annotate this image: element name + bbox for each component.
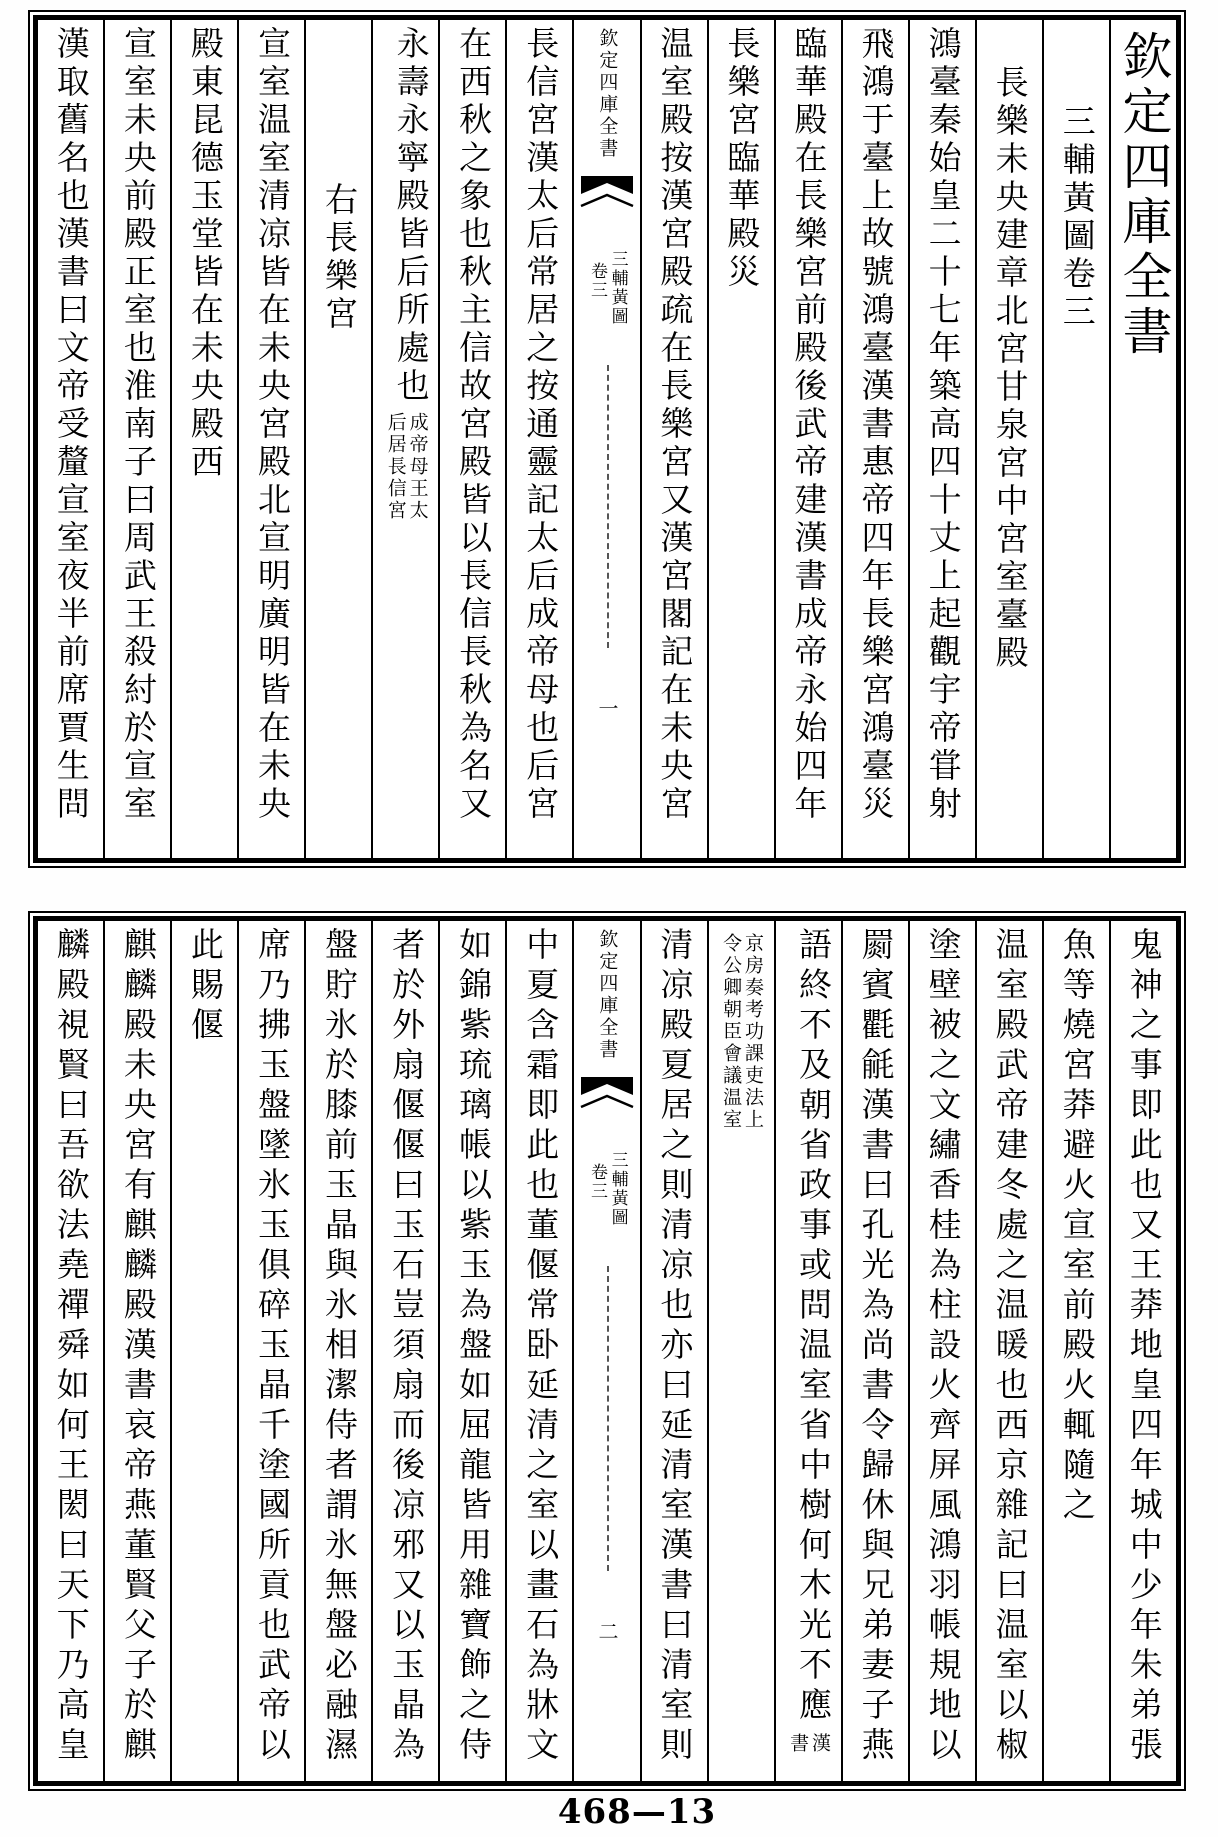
spine-column bbox=[572, 20, 639, 858]
text-column bbox=[371, 921, 438, 1781]
text-column bbox=[170, 921, 237, 1781]
text-grid-bottom bbox=[33, 916, 1181, 1786]
vertical-text: 鴻臺秦始皇二十七年築高四十丈上起觀宇帝甞射 bbox=[923, 26, 963, 824]
vertical-text: 中夏含霜即此也董偃常卧延清之室以畫石為牀文 bbox=[521, 927, 561, 1767]
text-column bbox=[1042, 921, 1109, 1781]
text-column bbox=[438, 20, 505, 858]
interlinear-note: 京房奏考功課吏法上 令公卿朝臣會議温室 bbox=[720, 933, 764, 1131]
vertical-text: 清凉殿夏居之則清凉也亦曰延清室漢書曰清室則 bbox=[655, 927, 695, 1767]
vertical-text: 語終不及朝省政事或問温室省中樹何木光不應 漢 書 bbox=[787, 927, 833, 1755]
vertical-text: 塗壁被之文繡香桂為柱設火齊屏風鴻羽帳規地以 bbox=[923, 927, 963, 1767]
text-column bbox=[1042, 20, 1109, 858]
vertical-text: 漢取舊名也漢書曰文帝受釐宣室夜半前席賈生問 bbox=[51, 26, 91, 824]
vertical-text: 永壽永寧殿皆后所處也 成帝母王太 后居長信宮 bbox=[384, 26, 431, 522]
text-column bbox=[505, 20, 572, 858]
text-column bbox=[304, 921, 371, 1781]
vertical-text: 右長樂宮 bbox=[320, 182, 360, 334]
vertical-text: 長樂宮臨華殿災 bbox=[722, 26, 762, 292]
text-column bbox=[841, 20, 908, 858]
spine-book-title: 三輔黃圖 bbox=[607, 1151, 628, 1227]
interlinear-note: 成帝母王太 后居長信宮 bbox=[384, 412, 429, 522]
vertical-text: 飛鴻于臺上故號鴻臺漢書惠帝四年長樂宮鴻臺災 bbox=[856, 26, 896, 824]
vertical-text: 殿東昆德玉堂皆在未央殿西 bbox=[185, 26, 225, 482]
vertical-text bbox=[719, 921, 763, 1781]
vertical-text: 此賜偃 bbox=[185, 927, 225, 1047]
text-column bbox=[103, 20, 170, 858]
vertical-text: 温室殿按漢宮殿疏在長樂宮又漢宮閣記在未央宮 bbox=[655, 26, 695, 824]
spine-page-number: 一 bbox=[594, 698, 619, 718]
text-grid-top bbox=[33, 15, 1181, 863]
vertical-text: 者於外扇偃偃曰玉石豈須扇而後凉邪又以玉晶為 bbox=[387, 927, 427, 1767]
vertical-text: 欽定四庫全書 bbox=[1114, 30, 1173, 360]
spine-header-title: 欽定四庫全書 bbox=[596, 929, 619, 1061]
spine-chapter-label: 卷三 bbox=[586, 1163, 607, 1201]
vertical-text: 魚等燒宮莽避火宣室前殿火輒隨之 bbox=[1057, 927, 1097, 1527]
text-column bbox=[237, 921, 304, 1781]
text-column bbox=[975, 20, 1042, 858]
spine-column bbox=[572, 921, 639, 1781]
series-title-column bbox=[1109, 20, 1176, 858]
vertical-text: 宣室温室清凉皆在未央宮殿北宣明廣明皆在未央 bbox=[252, 26, 292, 824]
spine-book-title: 三輔黃圖 bbox=[607, 250, 628, 326]
vertical-text: 盤貯氷於膝前玉晶與氷相潔侍者謂氷無盤必融濕 bbox=[320, 927, 360, 1767]
vertical-text: 三輔黃圖卷三 bbox=[1057, 104, 1097, 332]
text-column bbox=[640, 20, 707, 858]
vertical-text: 麟殿視賢曰吾欲法堯禪舜如何王閎曰天下乃高皇 bbox=[51, 927, 91, 1767]
text-column bbox=[170, 20, 237, 858]
text-column bbox=[38, 921, 103, 1781]
spine-rule bbox=[607, 365, 609, 648]
vertical-text: 如錦紫琉璃帳以紫玉為盤如屈龍皆用雜寶飾之侍 bbox=[454, 927, 494, 1767]
text-column bbox=[438, 921, 505, 1781]
text-column bbox=[908, 20, 975, 858]
text-column bbox=[774, 20, 841, 858]
text-column bbox=[908, 921, 975, 1781]
text-column bbox=[1109, 921, 1176, 1781]
fishtail-icon bbox=[580, 176, 634, 220]
text-column bbox=[237, 20, 304, 858]
vertical-text: 宣室未央前殿正室也淮南子曰周武王殺紂於宣室 bbox=[118, 26, 158, 824]
vertical-text: 麒麟殿未央宮有麒麟殿漢書哀帝燕董賢父子於麒 bbox=[118, 927, 158, 1767]
vertical-text: 温室殿武帝建冬處之温暖也西京雜記曰温室以椒 bbox=[990, 927, 1030, 1767]
spine-book-chapter bbox=[587, 1151, 626, 1227]
spine-chapter-label: 卷三 bbox=[586, 262, 607, 300]
text-column bbox=[975, 921, 1042, 1781]
fishtail-icon bbox=[580, 1077, 634, 1121]
page-frame-bottom bbox=[28, 911, 1186, 1791]
spine-book-chapter bbox=[587, 250, 626, 326]
vertical-text: 臨華殿在長樂宮前殿後武帝建漢書成帝永始四年 bbox=[789, 26, 829, 824]
vertical-text: 鬼神之事即此也又王莽地皇四年城中少年朱弟張 bbox=[1124, 927, 1164, 1767]
spine-page-number: 二 bbox=[594, 1621, 619, 1641]
text-column bbox=[371, 20, 438, 858]
spine-header-title: 欽定四庫全書 bbox=[596, 28, 619, 160]
text-column bbox=[707, 20, 774, 858]
text-column bbox=[505, 921, 572, 1781]
interlinear-note: 漢 書 bbox=[787, 1733, 831, 1755]
text-column bbox=[707, 921, 774, 1781]
page-frame-top bbox=[28, 10, 1186, 868]
spine-rule bbox=[607, 1266, 609, 1571]
text-column bbox=[103, 921, 170, 1781]
text-column bbox=[774, 921, 841, 1781]
vertical-text: 長樂未央建章北宮甘泉宮中宮室臺殿 bbox=[990, 65, 1030, 673]
text-column bbox=[841, 921, 908, 1781]
text-column bbox=[640, 921, 707, 1781]
folio-number: 468—13 bbox=[557, 1792, 717, 1832]
vertical-text: 罽賓氍毹漢書曰孔光為尚書令歸休與兄弟妻子燕 bbox=[856, 927, 896, 1767]
vertical-text: 長信宮漢太后常居之按通靈記太后成帝母也后宮 bbox=[521, 26, 561, 824]
text-column bbox=[304, 20, 371, 858]
vertical-text: 在西秋之象也秋主信故宮殿皆以長信長秋為名又 bbox=[454, 26, 494, 824]
text-column bbox=[38, 20, 103, 858]
vertical-text: 席乃拂玉盤墜氷玉俱碎玉晶千塗國所貢也武帝以 bbox=[252, 927, 292, 1767]
